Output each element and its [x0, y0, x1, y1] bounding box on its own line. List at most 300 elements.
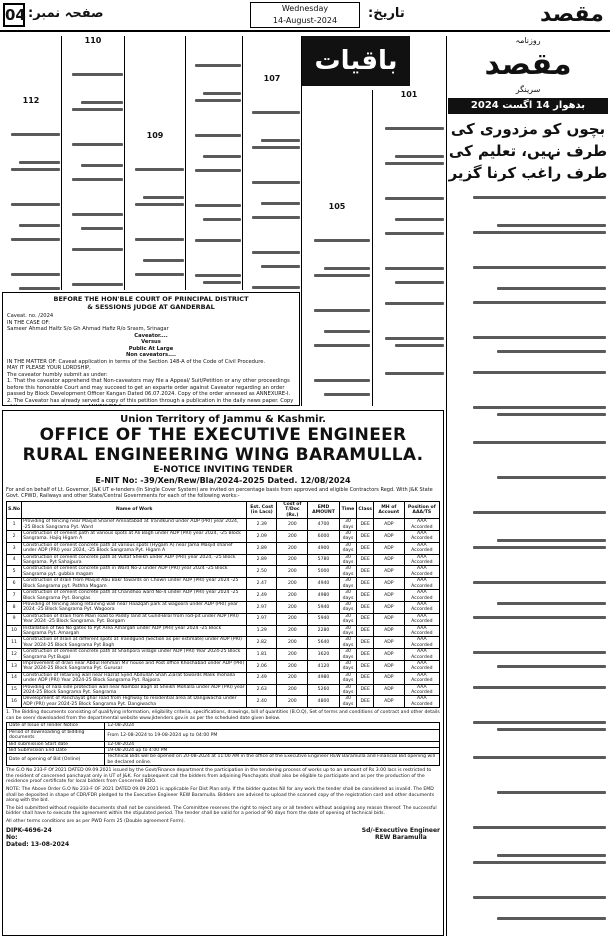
brand-side: سرینگر	[515, 85, 541, 94]
court-title-1: BEFORE THE HON'BLE COURT OF PRINCIPAL DISTRICT	[53, 295, 249, 303]
text-line	[473, 266, 606, 269]
parties: Sameer Ahmad Halfz S/o Gh Ahmad Hafiz R/o Srasm, Srinagar	[7, 326, 169, 332]
table-cell: Construction of retaining wall near Hazrat Syed Abdullah Shah Ziarat towards Malik mohalla under ADP (PRI) Year 2024-25 Block Sangrama Pyt. Rajpora	[22, 672, 247, 684]
table-cell: 30 days	[339, 554, 357, 566]
table-cell: DEE	[357, 696, 374, 708]
table-cell: 200	[277, 649, 308, 661]
table-cell: 30 days	[339, 696, 357, 708]
text-line	[72, 143, 123, 146]
table-cell: DEE	[357, 542, 374, 554]
text-line	[195, 134, 241, 137]
table-cell: 16	[7, 696, 22, 708]
table-cell: 30 days	[339, 649, 357, 661]
table-cell: 5780	[308, 554, 339, 566]
table-cell: 2.97	[247, 613, 277, 625]
schedule-cell: Bid Submission End Date	[7, 748, 105, 754]
dipk-number: DIPK-4696-24	[6, 826, 52, 834]
table-cell: DEE	[357, 554, 374, 566]
table-cell: ADP	[373, 660, 404, 672]
table-cell: 200	[277, 660, 308, 672]
table-cell: 200	[277, 672, 308, 684]
table-cell: AAA Accorded	[404, 566, 439, 578]
table-header-cell: EMD AMOUNT	[308, 502, 339, 519]
table-cell: Development of Panchayat ghar road from Highway to residential area at Dangiwacha under ADP (PRI) year 2024-25 Block Sangrama Pyt. Dangiwacha	[22, 696, 247, 708]
table-cell: 30 days	[339, 590, 357, 602]
table-cell: 3	[7, 542, 22, 554]
table-cell: AAA Accorded	[404, 684, 439, 696]
text-line	[395, 155, 444, 158]
table-cell: 2.49	[247, 672, 277, 684]
table-row	[7, 519, 440, 531]
table-cell: AAA Accorded	[404, 696, 439, 708]
text-line	[261, 139, 300, 142]
text-line	[135, 168, 184, 171]
column-rule	[372, 90, 373, 406]
table-cell: ADP	[373, 613, 404, 625]
table-cell: 4900	[308, 542, 339, 554]
table-cell: 30 days	[339, 578, 357, 590]
table-cell: 200	[277, 601, 308, 613]
court-caveat-notice	[2, 292, 300, 406]
text-line	[473, 336, 606, 339]
urdu-column-1	[2, 36, 60, 290]
text-line	[314, 309, 370, 312]
works-table	[6, 501, 440, 708]
table-cell: Construction of drain from Main road to Paddy land at Gund-Bilal from rod-pit under ADP (PRI) Year 2024 -25 Block Sangrama. Pyt. Borgam	[22, 613, 247, 625]
table-cell: AAA Accorded	[404, 672, 439, 684]
column-rule	[124, 36, 125, 290]
column-number: 109	[146, 131, 164, 140]
text-line	[473, 826, 606, 829]
text-line	[473, 721, 606, 724]
signatory: Sd/-Executive Engineer	[361, 826, 440, 834]
table-cell: ADP	[373, 601, 404, 613]
text-line	[11, 203, 60, 206]
text-line	[135, 203, 184, 206]
text-line	[19, 224, 60, 227]
table-cell: 30 days	[339, 672, 357, 684]
column-number: 110	[84, 36, 102, 45]
tender-note: NOTE: The Above Order G.O No 233-F OF 2021 DATED 09.09.2021 is applicable For Dist Plan only. If the bidder quotes Nil for any work the tender shall be considered as invalid. The EMD shall be deposited in shape of CDR/FDR pledged to the Executive Engineer REW Baramulla. Bidders are advised to upload the scanned copy of the registration card and other documents along with the bid.	[6, 787, 435, 804]
table-cell: 2.50	[247, 566, 277, 578]
text-line	[195, 239, 241, 242]
column-number: 107	[263, 74, 281, 83]
text-line	[203, 218, 241, 221]
baqiyat-banner: باقیات	[302, 36, 410, 86]
lead-headline: بچوں کو مزدوری کی طرف نہیں، تعلیم کی طرف راغب کرنا گزیر	[448, 120, 608, 182]
text-line	[473, 301, 606, 304]
column-rule	[61, 36, 62, 290]
table-cell: DEE	[357, 684, 374, 696]
table-cell: 30 days	[339, 566, 357, 578]
text-line	[72, 178, 123, 181]
text-line	[252, 111, 300, 114]
schedule-cell: 12-08-2024	[105, 723, 440, 729]
edition-date-bar: بدھوار 14 اگست 2024	[448, 98, 608, 114]
text-line	[314, 344, 370, 347]
table-cell: 5260	[308, 684, 339, 696]
table-cell: 4120	[308, 660, 339, 672]
column-text	[304, 211, 370, 406]
table-row	[7, 613, 440, 625]
table-cell: 200	[277, 613, 308, 625]
text-line	[72, 248, 123, 251]
text-line	[473, 371, 606, 374]
table-row	[7, 601, 440, 613]
text-line	[195, 64, 241, 67]
table-cell: 5640	[308, 637, 339, 649]
table-cell: 2.97	[247, 601, 277, 613]
caveat-number: Caveat. no. /2024	[7, 313, 54, 319]
table-cell: AAA Accorded	[404, 554, 439, 566]
text-line	[19, 161, 60, 164]
column-number: 101	[400, 90, 418, 99]
text-line	[473, 511, 606, 514]
table-cell: Construction of cement concrete path at Vultaf Sheikh under ADP (PRI) year 2024, -25 Block Sangrama. Pyt Sahajpura	[22, 554, 247, 566]
in-case-of: IN THE CASE OF:	[7, 319, 50, 326]
table-cell: 2.06	[247, 660, 277, 672]
text-line	[385, 337, 445, 340]
text-line	[314, 274, 370, 277]
table-cell: 200	[277, 696, 308, 708]
table-cell: 2.63	[247, 684, 277, 696]
schedule-cell: Date of Issue of Tender Notice	[7, 723, 105, 729]
table-cell: 30 days	[339, 637, 357, 649]
table-row	[7, 578, 440, 590]
text-line	[385, 197, 445, 200]
text-line	[72, 283, 123, 286]
text-line	[81, 164, 123, 167]
text-line	[473, 546, 606, 549]
table-cell: DEE	[357, 590, 374, 602]
text-line	[473, 231, 606, 234]
table-cell: Providing of nala side protection wall near Nambal Bagh at Sheikh Mohalla under ADP (PRI) year 2024-25 Block Sangrama Pyt. Sangrama	[22, 684, 247, 696]
tender-note: The G.O No 233-F Of 2021 DATED 09.09.2021 issued by the Govt/Finance department the participation in the tendering process of works up to an amount of Rs 3.00 lacs is restricted to the resident of concerned panchayat only in UT of J&K. For subsequent call the bidders from adjoining Panchayats shall also be eligible to participate and as per the production of the residence proof certificate for local bidders from Concerned BDO.	[6, 768, 432, 785]
text-line	[473, 756, 606, 759]
column-text	[374, 99, 444, 406]
urdu-column-3	[126, 36, 184, 290]
table-cell: ADP	[373, 649, 404, 661]
notice-title: E-NOTICE INVITING TENDER	[153, 465, 293, 475]
text-line	[81, 101, 123, 104]
table-cell: AAA Accorded	[404, 519, 439, 531]
signatory-office: REW Baramulla	[375, 833, 427, 841]
text-line	[497, 224, 606, 227]
text-line	[395, 281, 444, 284]
table-row	[7, 625, 440, 637]
table-cell: 200	[277, 554, 308, 566]
tender-intro: For and on behalf of Lt. Governor, J&K UT e-tenders (In Single Cover System) are invited on percentage basis from approved and eligible Contractors Regd. With J&K State Govt. CPWD, Railways and other State/Central Governments for each of the following works:-	[6, 487, 433, 499]
text-line	[497, 917, 606, 920]
schedule-cell: Period of downloading of bidding documents	[7, 729, 105, 741]
text-line	[11, 168, 60, 171]
table-cell: 4700	[308, 519, 339, 531]
table-row	[7, 531, 440, 543]
tender-note: 1. The Bidding documents consisting of qualifying information, eligibility criteria, specifications, drawings, bill of quantities (B.O.Q), Set of terms and conditions of contract and other details can be seen/ downloaded from the departmental website www.jktenders.gov.in as per the scheduled date given below.	[6, 710, 440, 721]
table-cell: AAA Accorded	[404, 613, 439, 625]
wing-name: RURAL ENGINEERING WING BARAMULLA.	[22, 445, 424, 465]
table-cell: ADP	[373, 519, 404, 531]
text-line	[19, 287, 60, 290]
versus: Versus	[141, 339, 161, 345]
table-cell: 200	[277, 542, 308, 554]
table-header-cell: Name of Work	[22, 502, 247, 519]
table-cell: 9	[7, 613, 22, 625]
text-line	[385, 162, 445, 165]
table-cell: 5940	[308, 601, 339, 613]
urdu-column-5	[244, 36, 300, 290]
table-cell: ADP	[373, 672, 404, 684]
table-header-cell: MH of Account	[373, 502, 404, 519]
table-cell: 2.47	[247, 578, 277, 590]
table-cell: 10	[7, 625, 22, 637]
table-cell: Construction of cement concrete path in Ward No-2 under ADP (PRI) year 2024 -25 Block Sangrama pyt. gubbia magam	[22, 566, 247, 578]
column-number: 105	[328, 202, 346, 211]
text-line	[11, 238, 60, 241]
table-cell: 30 days	[339, 660, 357, 672]
text-line	[473, 686, 606, 689]
table-cell: Improvement of drain near Abdul Rehman Mir house and Post office Khoshabad under ADP (PRI) Year 2024-25 Block Sangrama Pyt. Gurusar	[22, 660, 247, 672]
table-cell: 200	[277, 590, 308, 602]
column-text	[187, 36, 241, 284]
text-line	[72, 108, 123, 111]
text-line	[497, 854, 606, 857]
tender-notice	[2, 410, 444, 936]
table-cell: DEE	[357, 519, 374, 531]
table-cell: DEE	[357, 672, 374, 684]
table-cell: AAA Accorded	[404, 660, 439, 672]
date: 14-August-2024	[272, 16, 338, 25]
table-row	[7, 590, 440, 602]
table-cell: Construction of cement concrete path at various spots (Hygam A) near Jama Masjid sharief under ADP (PRI) year 2024, -25 Block Sangrama Pyt. Higam A	[22, 542, 247, 554]
column-rule	[301, 36, 302, 406]
table-cell: Providing of fencing near Masjid Sharief Amnatabad at Trandkund under ADP (PRI) year 2024, -25 Block Sangrama Pyt. Ward	[22, 519, 247, 531]
table-cell: 11	[7, 637, 22, 649]
table-row	[7, 660, 440, 672]
table-cell: AAA Accorded	[404, 578, 439, 590]
schedule-cell: 12-08-2024	[105, 741, 440, 747]
text-line	[395, 218, 444, 221]
ut-name: Union Territory of Jammu & Kashmir.	[120, 414, 326, 425]
table-cell: 200	[277, 519, 308, 531]
table-cell: 7	[7, 590, 22, 602]
text-line	[324, 330, 370, 333]
column-rule	[185, 36, 186, 290]
column-rule	[242, 36, 243, 290]
text-line	[252, 146, 300, 149]
brand-block	[450, 36, 606, 96]
table-cell: 1	[7, 519, 22, 531]
table-cell: DEE	[357, 566, 374, 578]
table-cell: 30 days	[339, 542, 357, 554]
table-cell: 200	[277, 566, 308, 578]
table-cell: 200	[277, 578, 308, 590]
text-line	[252, 251, 300, 254]
text-line	[385, 267, 445, 270]
table-cell: 4940	[308, 578, 339, 590]
text-line	[385, 302, 445, 305]
table-row	[7, 554, 440, 566]
table-cell: 30 days	[339, 601, 357, 613]
table-cell: 2	[7, 531, 22, 543]
schedule-cell: Technical Bids will be opened on 20-08-2024 at 11:00 AM in the office of the Executive Engineer REW Baramulla and Financial Bid opening will be declared online.	[105, 754, 440, 766]
table-cell: 2.39	[247, 519, 277, 531]
table-cell: Construction of cement concrete path at Chandhoo ward No-4 under ADP (PRI) year 2024 -25 Block Sangrama Pyt. Bonglas	[22, 590, 247, 602]
table-header-cell: S.No	[7, 502, 22, 519]
court-body: MAY IT PLEASE YOUR LORDSHIP,	[7, 365, 91, 371]
text-line	[497, 539, 606, 542]
table-cell: DEE	[357, 531, 374, 543]
table-cell: 6	[7, 578, 22, 590]
court-body: 1. That the caveator apprehend that Non-caveators may file a Appeal/ Suit/Petition or any other proceedings before this honorable Court and may succeed to get an exparte order against Caveator regarding an order passed by Block Development Officer Kangan Dated 06.07.2024. Copy of the order annexed as ANNEXURE-I.	[7, 378, 291, 397]
tender-note: The bid submitted without requisite documents shall not be considered. The Committee reserves the right to reject any or all tenders without assigning any reason thereof. The successful bidder shall have to execute the agreement within the stipulated period. The tender shall be valid for a period of 90 days from the date of opening of technical bids.	[6, 805, 437, 817]
text-line	[473, 651, 606, 654]
table-header-cell: Position of AAA/TS	[404, 502, 439, 519]
court-body: IN THE MATTER OF: Caveat application in terms of the Section 148-A of the Code of Civil Procedure.	[7, 358, 266, 365]
table-row	[7, 637, 440, 649]
text-line	[497, 791, 606, 794]
text-line	[203, 92, 241, 95]
text-line	[135, 273, 184, 276]
text-line	[11, 133, 60, 136]
schedule-cell: From 12-08-2024 to 19-08-2024 up to 04:00 PM	[105, 729, 440, 741]
table-cell: AAA Accorded	[404, 649, 439, 661]
table-cell: 2.89	[247, 554, 277, 566]
page-number: 04	[3, 3, 25, 27]
table-cell: 5940	[308, 613, 339, 625]
table-cell: 4800	[308, 696, 339, 708]
table-cell: DEE	[357, 601, 374, 613]
table-cell: AAA Accorded	[404, 625, 439, 637]
schedule-cell: 19-08-2024 up to 4:00 PM	[105, 748, 440, 754]
table-cell: AAA Accorded	[404, 637, 439, 649]
text-line	[473, 581, 606, 584]
text-line	[497, 413, 606, 416]
table-row	[7, 684, 440, 696]
urdu-column-6	[304, 90, 370, 406]
table-cell: DEE	[357, 625, 374, 637]
table-header-cell: Est. Cost (in Lacs)	[247, 502, 277, 519]
brand-small: روزنامہ	[515, 36, 541, 45]
table-cell: DEE	[357, 637, 374, 649]
table-cell: AAA Accorded	[404, 542, 439, 554]
column-text	[450, 168, 606, 927]
urdu-column-4	[187, 36, 241, 290]
text-line	[252, 286, 300, 289]
table-row	[7, 542, 440, 554]
table-row	[7, 672, 440, 684]
table-cell: ADP	[373, 554, 404, 566]
office-name: OFFICE OF THE EXECUTIVE ENGINEER	[39, 425, 407, 445]
table-cell: Construction of drain from Masjid Abu Bakr towards on Chowri under ADP (PRI) year 2024 -25 Block Sangrama pyt. Pathha Magam	[22, 578, 247, 590]
table-header-cell: Time	[339, 502, 357, 519]
text-line	[395, 344, 444, 347]
table-cell: 14	[7, 672, 22, 684]
table-cell: ADP	[373, 566, 404, 578]
text-line	[195, 99, 241, 102]
table-cell: 5	[7, 566, 22, 578]
text-line	[497, 350, 606, 353]
table-cell: 200	[277, 637, 308, 649]
table-cell: AAA Accorded	[404, 601, 439, 613]
order-date: Dated: 13-08-2024	[6, 840, 70, 848]
column-text	[2, 105, 60, 290]
table-cell: DEE	[357, 660, 374, 672]
text-line	[72, 73, 123, 76]
text-line	[203, 155, 241, 158]
table-cell: 5000	[308, 566, 339, 578]
signature-block	[6, 827, 440, 848]
text-line	[135, 238, 184, 241]
table-cell: 13	[7, 660, 22, 672]
text-line	[143, 196, 184, 199]
table-cell: DEE	[357, 649, 374, 661]
schedule-cell: Bid submission Start date	[7, 741, 105, 747]
table-cell: 2.89	[247, 542, 277, 554]
brand-title: مقصد	[484, 47, 572, 82]
text-line	[497, 476, 606, 479]
court-body: The caveator humbly submit as under:	[7, 371, 108, 378]
text-line	[11, 273, 60, 276]
table-cell: ADP	[373, 542, 404, 554]
table-cell: Construction of cement path at various spots at Ali Bagh under ADP (PRI) year 2024, -25 Block Sangrama. Hajiq Higam A	[22, 531, 247, 543]
schedule-row	[7, 754, 440, 766]
text-line	[195, 204, 241, 207]
text-line	[252, 181, 300, 184]
column-number: 112	[22, 96, 40, 105]
table-row	[7, 566, 440, 578]
text-line	[324, 267, 370, 270]
text-line	[81, 227, 123, 230]
caveator: Caveator....	[134, 332, 168, 339]
urdu-column-7	[374, 90, 444, 406]
table-cell: 2280	[308, 625, 339, 637]
table-cell: 1.29	[247, 625, 277, 637]
table-cell: 2.40	[247, 696, 277, 708]
table-cell: ADP	[373, 531, 404, 543]
table-cell: 12	[7, 649, 22, 661]
court-title-2: & SESSIONS JUDGE AT GANDERBAL	[87, 303, 215, 311]
text-line	[385, 127, 445, 130]
column-rule	[446, 36, 447, 936]
public-at-large: Public At Large	[128, 345, 174, 352]
table-cell: AAA Accorded	[404, 590, 439, 602]
text-line	[473, 896, 606, 899]
table-cell: ADP	[373, 696, 404, 708]
table-row	[7, 649, 440, 661]
table-cell: ADP	[373, 637, 404, 649]
table-cell: 2.82	[247, 637, 277, 649]
text-line	[473, 196, 606, 199]
enit-number: E-NIT No: -39/Xen/Rew/Bla/2024-2025 Dated. 12/08/2024	[95, 476, 351, 485]
table-cell: 4	[7, 554, 22, 566]
table-cell: 6000	[308, 531, 339, 543]
table-header-cell: Class	[357, 502, 374, 519]
table-cell: ADP	[373, 625, 404, 637]
text-line	[314, 379, 370, 382]
table-cell: 200	[277, 684, 308, 696]
table-cell: 1.81	[247, 649, 277, 661]
schedule-table	[6, 722, 440, 766]
date-box	[250, 2, 360, 28]
column-text	[126, 140, 184, 290]
table-cell: Installation of two No gates to Pyt Area Amargah under ADP (PRI) year 2024 -25 Block Sangrama Pyt. Amargah	[22, 625, 247, 637]
table-cell: DEE	[357, 613, 374, 625]
text-line	[324, 393, 370, 396]
table-cell: 30 days	[339, 531, 357, 543]
text-line	[314, 239, 370, 242]
court-body: 2. The Caveator has already served a copy of this petition through a publication in the daily news paper. Copy	[7, 397, 294, 404]
